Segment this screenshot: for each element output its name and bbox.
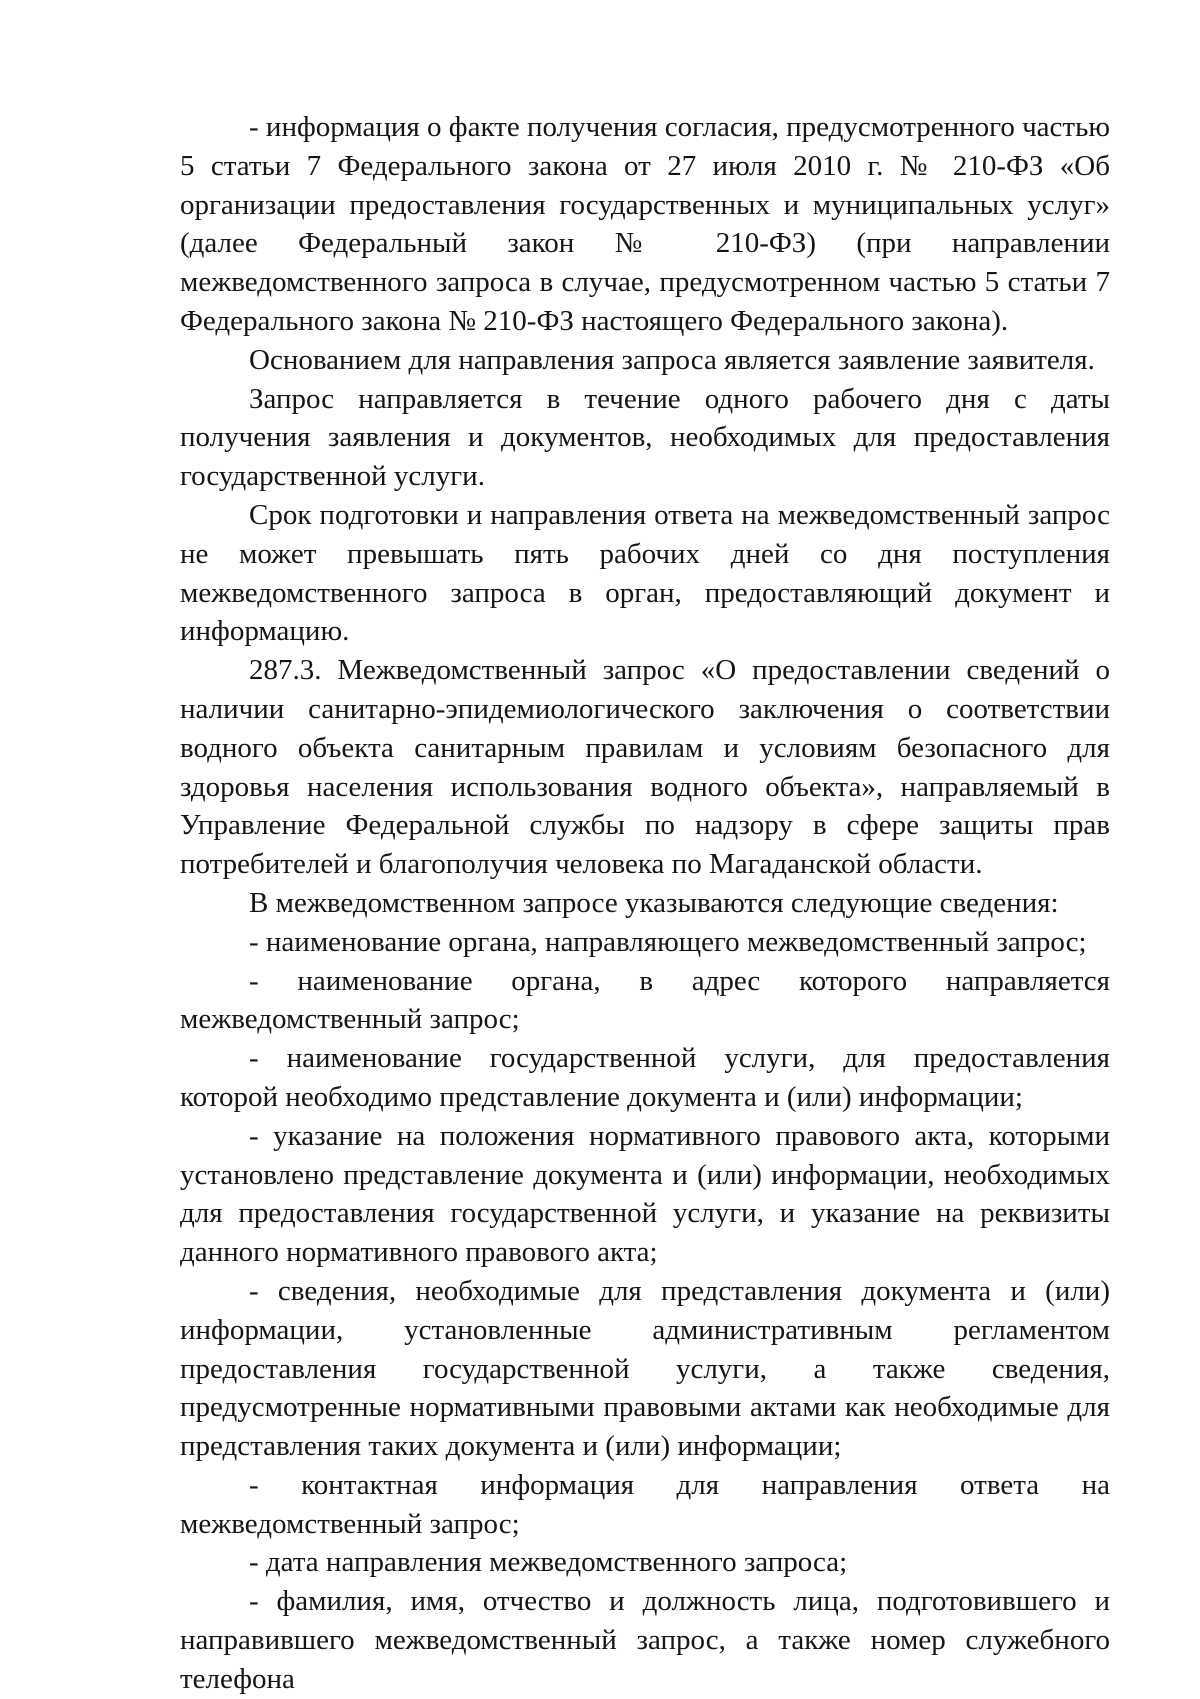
paragraph-response-deadline: Срок подготовки и направления ответа на межведомственный запрос не может превышать пять рабочих дней со дня поступления межведомственного запроса в орган, предоставляющий документ и информацию.: [180, 498, 1110, 648]
list-item-contact-info: - контактная информация для направления ответа на межведомственный запрос;: [180, 1468, 1110, 1540]
list-item-receiving-body: - наименование органа, в адрес которого направляется межведомственный запрос;: [180, 964, 1110, 1036]
document-page: [180, 108, 1110, 1699]
paragraph-request-timing: Запрос направляется в течение одного рабочего дня с даты получения заявления и документов, необходимых для предоставления государственной услуги.: [180, 382, 1110, 493]
paragraph-section-287-3: 287.3. Межведомственный запрос «О предоставлении сведений о наличии санитарно-эпидемиологического заключения о соответствии водного объекта санитарным правилам и условиям безопасного для здоровья населения использования водного объекта», направляемый в Управление Федеральной службы по надзору в сфере защиты прав потребителей и благополучия человека по Магаданской области.: [180, 654, 1110, 881]
list-item-service-name: - наименование государственной услуги, для предоставления которой необходимо представление документа и (или) информации;: [180, 1042, 1110, 1113]
paragraph-request-contents-intro: В межведомственном запросе указываются следующие сведения:: [249, 886, 1059, 919]
list-item-sending-body: - наименование органа, направляющего межведомственный запрос;: [249, 925, 1087, 958]
list-item-request-date: - дата направления межведомственного запроса;: [249, 1546, 848, 1579]
list-item-legal-act: - указание на положения нормативного правового акта, которыми установлено представление документа и (или) информации, необходимых для предоставления государственной услуги, и указание на реквизиты данного нормативного правового акта;: [180, 1119, 1110, 1269]
paragraph-consent-info: - информация о факте получения согласия, предусмотренного частью 5 статьи 7 Федерального закона от 27 июля 2010 г. № 210-ФЗ «Об организации предоставления государственных и муниципальных услуг» (далее Федеральный закон № 210-ФЗ) (при направлении межведомственного запроса в случае, предусмотренном частью 5 статьи 7 Федерального закона № 210-ФЗ настоящего Федерального закона).: [180, 111, 1110, 337]
list-item-required-info: - сведения, необходимые для представления документа и (или) информации, установленные административным регламентом предоставления государственной услуги, а также сведения, предусмотренные нормативными правовыми актами как необходимые для представления таких документа и (или) информации;: [180, 1274, 1110, 1463]
paragraph-request-basis: Основанием для направления запроса является заявление заявителя.: [249, 343, 1095, 376]
list-item-responsible-person: - фамилия, имя, отчество и должность лица, подготовившего и направившего межведомственный запрос, а также номер служебного телефона: [180, 1585, 1110, 1695]
